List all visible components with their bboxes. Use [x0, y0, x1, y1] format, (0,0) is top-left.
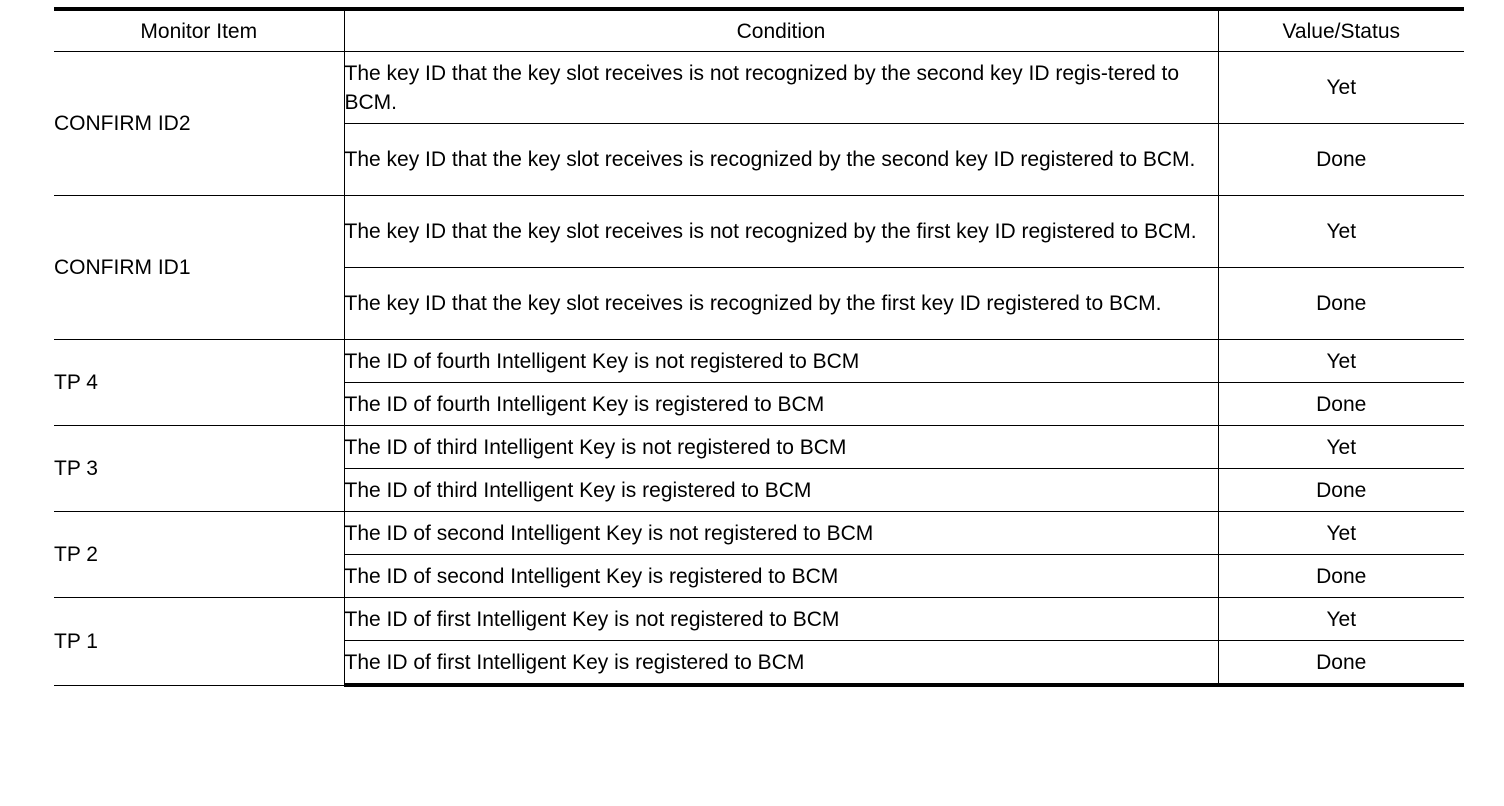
value-status-cell: Done: [1218, 555, 1464, 598]
table-row: [54, 52, 1464, 124]
value-status-cell: Done: [1218, 268, 1464, 340]
condition-cell: The key ID that the key slot receives is recognized by the first key ID registered to BCM.: [344, 268, 1218, 340]
condition-cell: The ID of third Intelligent Key is registered to BCM: [344, 469, 1218, 512]
value-status-cell: Done: [1218, 383, 1464, 426]
table-row: [54, 196, 1464, 268]
monitor-item-cell: TP 2: [54, 512, 344, 598]
value-status-cell: Yet: [1218, 196, 1464, 268]
condition-cell: The ID of fourth Intelligent Key is registered to BCM: [344, 383, 1218, 426]
header-condition: Condition: [344, 9, 1218, 52]
condition-cell: The key ID that the key slot receives is recognized by the second key ID registered to BCM.: [344, 124, 1218, 196]
value-status-cell: Yet: [1218, 512, 1464, 555]
table-row: [54, 598, 1464, 641]
table-row: [54, 426, 1464, 469]
condition-cell: The ID of second Intelligent Key is not registered to BCM: [344, 512, 1218, 555]
table-row: [54, 512, 1464, 555]
value-status-cell: Done: [1218, 124, 1464, 196]
value-status-cell: Yet: [1218, 52, 1464, 124]
value-status-cell: Yet: [1218, 426, 1464, 469]
condition-cell: The ID of second Intelligent Key is registered to BCM: [344, 555, 1218, 598]
monitor-table: [54, 7, 1464, 687]
monitor-item-cell: CONFIRM ID2: [54, 52, 344, 196]
monitor-item-cell: TP 4: [54, 340, 344, 426]
value-status-cell: Done: [1218, 641, 1464, 686]
monitor-item-cell: CONFIRM ID1: [54, 196, 344, 340]
header-monitor-item: Monitor Item: [54, 9, 344, 52]
monitor-item-cell: TP 1: [54, 598, 344, 686]
header-value-status: Value/Status: [1218, 9, 1464, 52]
monitor-item-cell: TP 3: [54, 426, 344, 512]
condition-cell: The key ID that the key slot receives is not recognized by the first key ID registered to BCM.: [344, 196, 1218, 268]
value-status-cell: Yet: [1218, 340, 1464, 383]
value-status-cell: Done: [1218, 469, 1464, 512]
condition-cell: The ID of fourth Intelligent Key is not registered to BCM: [344, 340, 1218, 383]
condition-cell: The key ID that the key slot receives is not recognized by the second key ID regis-tered to BCM.: [344, 52, 1218, 124]
condition-cell: The ID of first Intelligent Key is registered to BCM: [344, 641, 1218, 686]
condition-cell: The ID of first Intelligent Key is not registered to BCM: [344, 598, 1218, 641]
condition-cell: The ID of third Intelligent Key is not registered to BCM: [344, 426, 1218, 469]
table-row: [54, 340, 1464, 383]
header-row: [54, 9, 1464, 52]
value-status-cell: Yet: [1218, 598, 1464, 641]
